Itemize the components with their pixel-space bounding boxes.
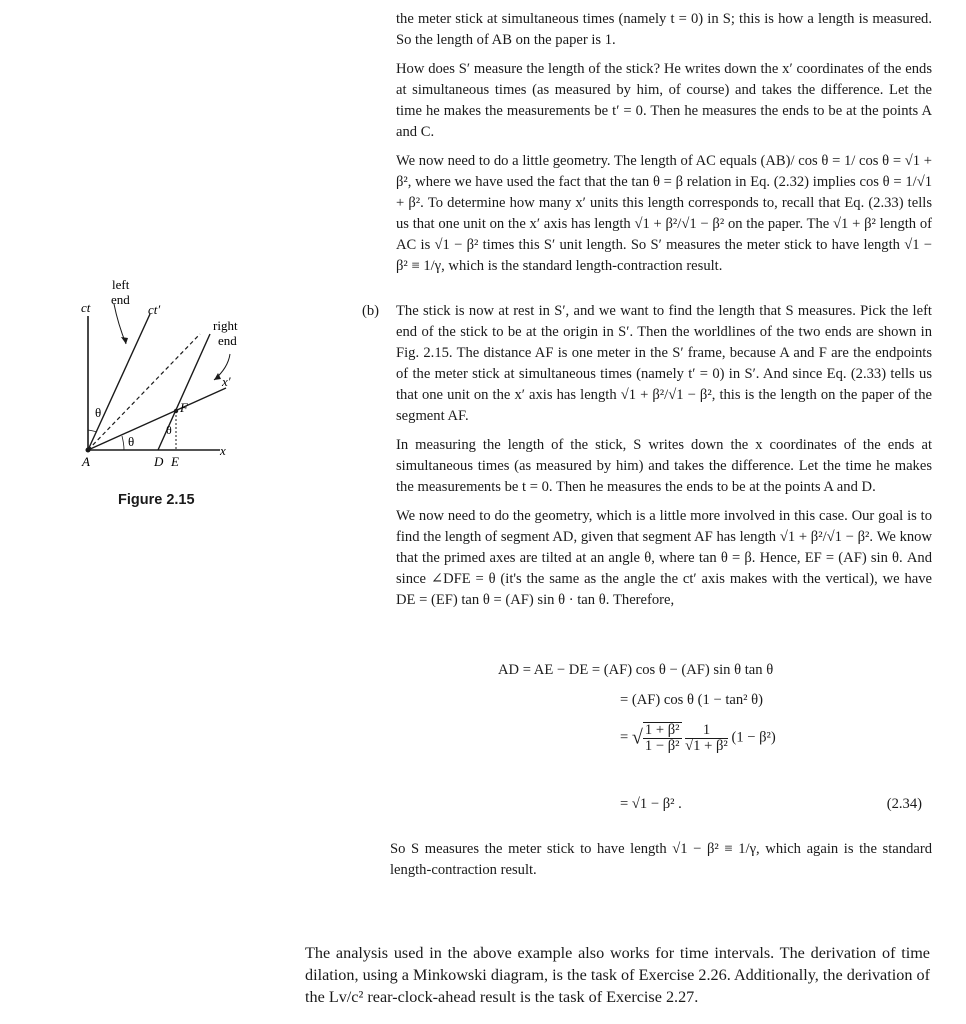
label-left: left — [112, 277, 130, 292]
label-ct: ct — [81, 300, 91, 315]
label-d: D — [154, 454, 164, 469]
equation-number: (2.34) — [886, 796, 922, 812]
paragraph: We now need to do a little geometry. The length of AC equals (AB)/ cos θ = 1/ cos θ = √1 + β², where we have used the fact that the tan θ = β relation in Eq. (2.32) implies cos θ = 1/√1 + β². To determine how many x′ units this length corresponds to, recall that Eq. (2.33) tells us that one unit on the x′ axis has length √1 + β²/√1 − β² on the paper. The √1 + β² length of AC is √1 − β² times this S′ unit length. So S′ measures the meter stick to have length √1 − β² ≡ 1/γ, which is the standard length-contraction result. — [396, 153, 932, 274]
label-end: end — [218, 333, 237, 348]
fraction — [643, 722, 682, 754]
final-paragraph: The analysis used in the above example also works for time intervals. The derivation of time dilation, using a Minkowski diagram, is the task of Exercise 2.26. Additionally, the derivation of the Lv/c² rear-clock-ahead result is the task of Exercise 2.27. — [305, 944, 930, 1006]
light-line — [88, 334, 200, 450]
part-b-body — [396, 301, 932, 611]
xprime-axis — [88, 388, 226, 450]
label-xprime: x′ — [222, 374, 231, 389]
label-a: A — [82, 454, 90, 469]
part-b — [362, 301, 932, 619]
label-theta: θ — [95, 405, 102, 420]
equation-line-4: = √1 − β² . — [620, 796, 682, 812]
minkowski-diagram — [78, 276, 248, 476]
arrow-head — [121, 337, 128, 344]
ctprime-axis — [88, 314, 150, 450]
numerator: 1 + β² — [644, 722, 680, 738]
part-label: (b) — [362, 303, 380, 319]
label-theta: θ — [128, 434, 135, 449]
paragraph: We now need to do the geometry, which is a little more involved in this case. Our goal is to find the length of segment AD, given that segment AF has length √1 + β²/√1 − β². We know that the primed axes are tilted at an angle θ, where tan θ = β. Hence, EF = (AF) sin θ. And since ∠DFE = θ (it's the same as the angle the ct′ axis makes with the vertical), we have DE = (EF) tan θ = (AF) sin θ · tan θ. Therefore, — [396, 508, 932, 608]
label-e: E — [171, 454, 179, 469]
angle-arc — [88, 430, 97, 432]
label-end: end — [111, 292, 130, 307]
paragraph: The stick is now at rest in S′, and we want to find the length that S measures. Pick the left end of the stick to be at the origin in S′. Then the worldlines of the two ends are shown in Fig. 2.15. The distance AF is one meter in the S′ frame, because A and F are the endpoints of the meter stick at simultaneous times (namely t′ = 0) in S′. And since Eq. (2.33) tells us that one unit on the x′ axis has length √1 + β²/√1 − β², this is the length on the paper of the segment AF. — [396, 303, 932, 424]
equation-2-34 — [396, 658, 932, 828]
label-x: x — [220, 443, 226, 458]
denominator: √1 + β² — [685, 737, 728, 754]
equation-line-1: AD = AE − DE = (AF) cos θ − (AF) sin θ tan θ — [498, 662, 774, 678]
label-f: F — [180, 400, 188, 415]
point-a — [86, 448, 91, 453]
numerator: 1 — [685, 723, 728, 739]
text-column-bottom — [390, 839, 932, 889]
fraction — [685, 723, 728, 754]
label-right: right — [213, 318, 238, 333]
equals-sign: = — [620, 729, 629, 746]
label-ctprime: ct′ — [148, 302, 161, 317]
factor: (1 − β²) — [731, 729, 776, 746]
paragraph: So S measures the meter stick to have length √1 − β² ≡ 1/γ, which again is the standard length-contraction result. — [390, 841, 932, 878]
angle-arc — [122, 436, 124, 450]
figure-caption: Figure 2.15 — [118, 492, 195, 508]
text-column-top — [396, 9, 932, 285]
point-f — [174, 409, 178, 413]
label-theta: θ — [166, 423, 172, 437]
denominator: 1 − β² — [644, 738, 680, 754]
paragraph: How does S′ measure the length of the stick? He writes down the x′ coordinates of the ends at simultaneous times (as measured by him, of course) and takes the difference. Let the time he makes the measurements be t′ = 0. Then he measures the ends to be at the points A and C. — [396, 61, 932, 140]
equation-line-2: = (AF) cos θ (1 − tan² θ) — [620, 692, 764, 708]
paragraph: In measuring the length of the stick, S writes down the x coordinates of the ends at simultaneous times (as measured by him) and takes the difference. Let the time he makes the measurements be t = 0. Then he measures the ends to be at the points A and D. — [396, 437, 932, 495]
sqrt-sign: √ — [631, 726, 643, 749]
paragraph: the meter stick at simultaneous times (namely t = 0) in S; this is how a length is measured. So the length of AB on the paper is 1. — [396, 11, 932, 48]
equation-line-3 — [620, 722, 776, 754]
